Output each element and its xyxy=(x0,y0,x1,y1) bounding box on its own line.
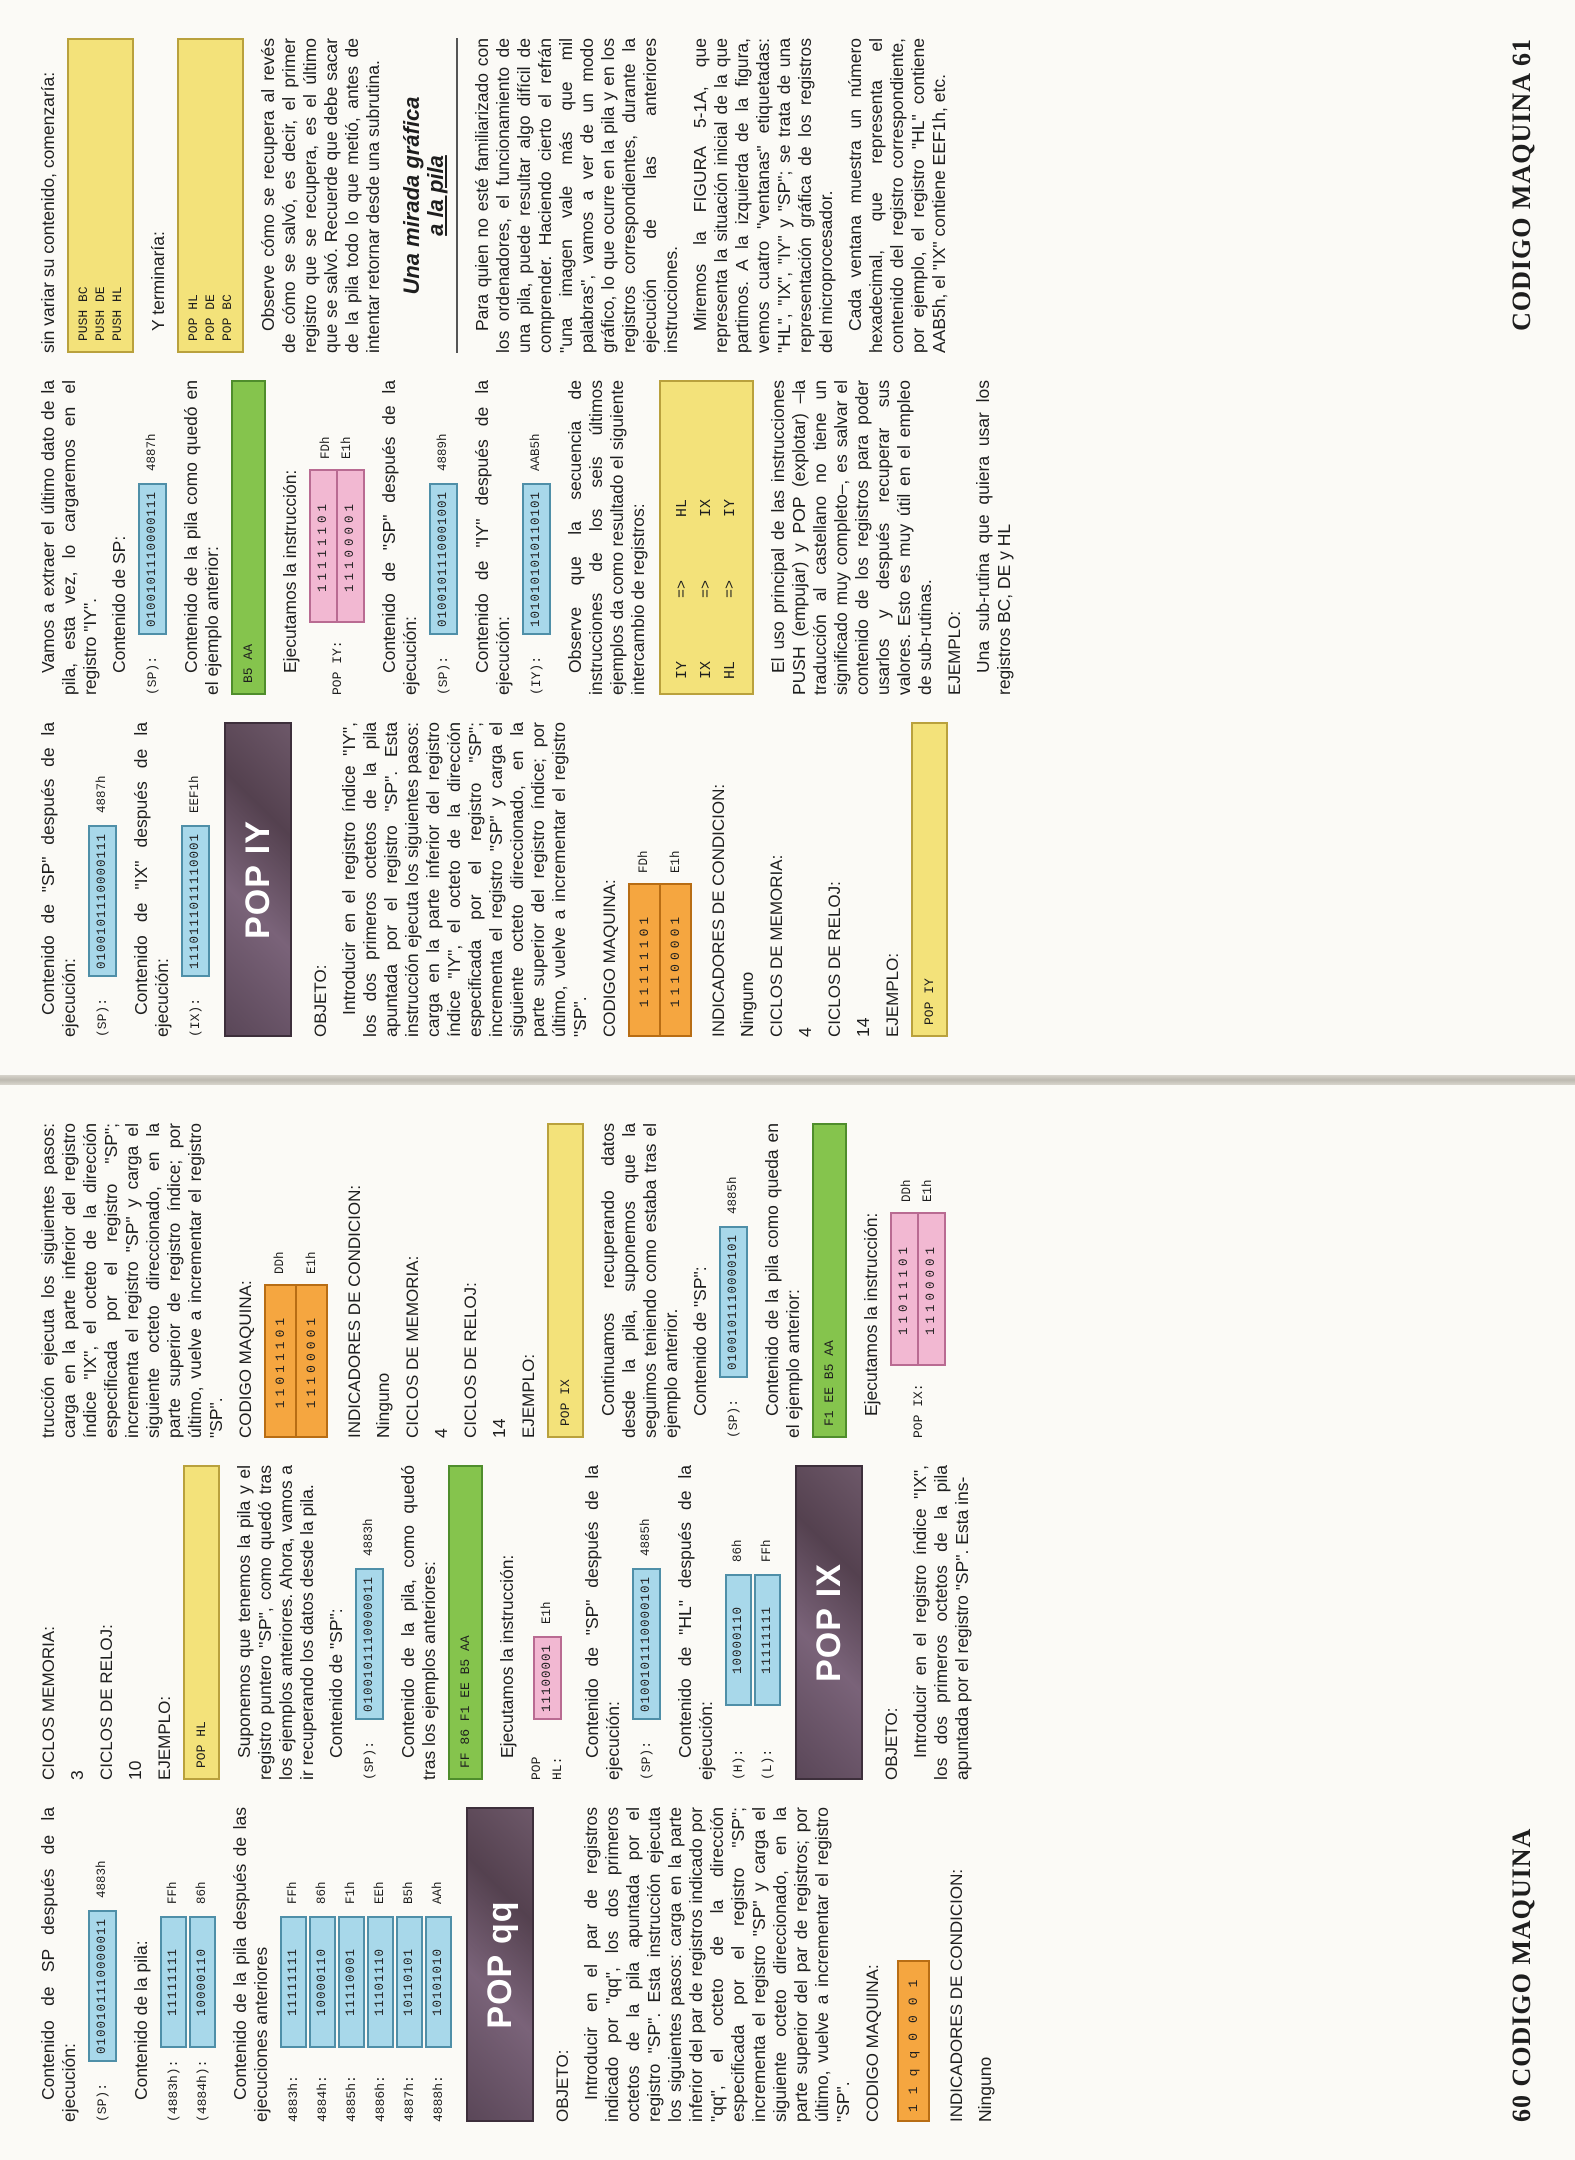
binary-box: 11100001 xyxy=(533,1636,562,1720)
binary-box: 10000110 xyxy=(189,1916,216,2048)
label: CICLOS DE RELOJ: xyxy=(97,1624,116,1780)
instruction-row xyxy=(890,1123,946,1438)
paragraph: Observe que la secuencia de instrucciones de los seis últimos ejemplos da como resultado el siguiente intercambio de registros: xyxy=(565,380,648,695)
paragraph: Vamos a extraer el último dato de la pila, esta vez, lo cargaremos en el registro "IY". xyxy=(38,380,100,695)
page-gutter xyxy=(0,1075,1575,1085)
stack-row xyxy=(367,1807,394,2122)
paragraph: Continuamos recuperando datos desde la pila, suponemos que la seguimos teniendo como estaba tras el ejemplo anterior. xyxy=(598,1123,681,1438)
binary-box: 0100101110000101 xyxy=(632,1568,661,1720)
left-column-3 xyxy=(38,1123,960,1438)
opcode-box: 11qq0001 xyxy=(897,1960,930,2122)
hex-value: E1h xyxy=(304,1251,319,1274)
label: CICLOS DE MEMORIA: xyxy=(767,854,786,1037)
arrow-icon: => xyxy=(698,580,715,599)
opcode-byte: 11111101 xyxy=(316,500,330,593)
paragraph: Introducir en el registro índice "IX", los dos primeros octetos de la pila apuntada por el registro "SP". Esta ins- xyxy=(910,1465,972,1780)
ix-register xyxy=(181,722,210,1037)
paragraph: Observe cómo se recupera al revés de cómo se salvó, es decir, el primer registro que se recupera, es el último que se salvó. Recuerde que debe sacar de la pila todo lo que metió, antes de intentar retornar desde una subrutina. xyxy=(258,38,383,353)
instruction-label: POP HL: xyxy=(529,1756,565,1780)
opcode-byte: 11011101 xyxy=(273,1313,288,1409)
hl-register xyxy=(725,1465,781,1780)
label: OBJETO: xyxy=(553,2049,572,2122)
section-title-line: Una mirada gráfica xyxy=(399,96,424,295)
paragraph: Contenido de SP: xyxy=(109,535,129,673)
stack-row xyxy=(160,1807,187,2122)
sp-register xyxy=(429,380,458,695)
paragraph: sin variar su contenido, comenzaría: xyxy=(38,71,58,353)
opcode-box xyxy=(628,883,692,1037)
binary-box: 10000110 xyxy=(309,1916,336,2048)
register-label: (SP): xyxy=(95,997,110,1037)
binary-box: 11111111 xyxy=(280,1916,307,2048)
value: 14 xyxy=(853,1017,873,1037)
label: EJEMPLO: xyxy=(155,1695,174,1780)
binary-box: 11111111 xyxy=(160,1916,187,2048)
register-label: (SP): xyxy=(362,1740,377,1780)
paragraph: trucción ejecuta los siguientes pasos: carga en la parte inferior del registro índice "IX", el octeto de la dirección especificada por el registro "SP"; incrementa el registro "SP" y carga el siguiente octeto direccionado, en la parte superior de registro índice; por último, vuelve a incrementar el registro "SP". xyxy=(38,1123,226,1438)
hex-value: 4887h xyxy=(95,775,109,813)
paragraph: Miremos la FIGURA 5-1A, que representa la situación inicial de la que partimos. A la izquierda de la figura, vemos cuatro "ventanas" etiquetadas: "HL", "IX", "IY" y "SP"; se trata de una representación gráfica de los registros del microprocesador. xyxy=(690,38,836,353)
exchange-row xyxy=(672,499,693,679)
paragraph: Introducir en el par de registros indicado por "qq", los dos primeros octetos de la pila apuntada por el registro "SP". Esta instrucción ejecuta los siguientes pasos: carga en la parte inferior del par de registros indicado por "qq", el octeto de la dirección especificada por el registro "SP"; incrementa el registro "SP" y carga el siguiente octeto direccionado, en la parte superior del par de registros; por último, vuelve a incrementar el registro "SP". xyxy=(581,1807,853,2122)
paragraph: Para quien no esté familiarizado con los ordenadores, el funcionamiento de una pila, puede resultar algo difícil de comprender. Haciendo cierto el refrán "una imagen vale más que mil palabras", vamos a ver de un modo gráfico, lo que ocurre en la pila y en los registros correspondientes, durante la ejecución de las anteriores instrucciones. xyxy=(472,38,681,353)
paragraph: El uso principal de las instrucciones PUSH (empujar) y POP (explotar) –la traducción al castellano no tiene un significado muy completo–, es salvar el contenido de los registros para poder usarlos y después recuperar sus valores. Esto es muy útil en el empleo de sub-rutinas. xyxy=(768,380,935,695)
instruction-label: POP IY: xyxy=(329,640,345,695)
hex-value: 4887h xyxy=(145,433,159,471)
stack-bar: FF 86 F1 EE B5 AA xyxy=(448,1465,483,1780)
value: 4 xyxy=(795,1027,815,1037)
hex-value: 86h xyxy=(315,1881,329,1904)
code-line: PUSH HL xyxy=(110,286,125,341)
register-row xyxy=(754,1465,781,1780)
label: INDICADORES DE CONDICION: xyxy=(947,1868,966,2122)
right-column-2 xyxy=(38,380,1023,695)
label: EJEMPLO: xyxy=(519,1353,538,1438)
hex-value: E1h xyxy=(668,850,683,873)
binary-box: 10000110 xyxy=(725,1574,752,1706)
register-label: (L): xyxy=(760,1748,775,1780)
paragraph: Una sub-rutina que quiera usar los registros BC, DE y HL xyxy=(973,380,1014,695)
instruction-label: POP IX: xyxy=(910,1383,926,1438)
hex-value: 4883h xyxy=(95,1860,109,1898)
paragraph: Contenido de la pila como queda en el ejemplo anterior: xyxy=(762,1123,803,1438)
stack-address: 4887h: xyxy=(402,2075,417,2122)
label: CICLOS MEMORIA: xyxy=(39,1626,58,1780)
binary-box: 11101110 xyxy=(367,1916,394,2048)
page-footer: 60 CODIGO MAQUINA xyxy=(1507,1827,1536,2122)
stack-row xyxy=(396,1807,423,2122)
section-banner: POP qq xyxy=(466,1807,534,2122)
opcode-byte: 11100001 xyxy=(295,1286,326,1436)
section-banner: POP IY xyxy=(224,722,292,1037)
arrow-icon: => xyxy=(722,580,739,599)
paragraph: Y terminaría: xyxy=(148,231,168,331)
hex-value: 86h xyxy=(195,1881,209,1904)
register-label: (SP): xyxy=(639,1740,654,1780)
binary-box: 1110111011110001 xyxy=(181,825,210,977)
value: 14 xyxy=(489,1418,509,1438)
paragraph: Contenido de la pila como quedó en el ejemplo anterior: xyxy=(181,380,222,695)
sp-register xyxy=(632,1465,661,1780)
paragraph: Suponemos que tenemos la pila y el registro puntero "SP", como quedó tras los ejemplos anteriores. Ahora, vamos a ir recuperando los datos desde la pila. xyxy=(234,1465,317,1780)
hex-value: 4889h xyxy=(436,433,450,471)
paragraph: Cada ventana muestra un número hexadecimal, que representa el contenido del registro correspondiente, por ejemplo, el registro "HL" contiene AAB5h, el "IX" contiene EEF1h, etc. xyxy=(845,38,949,353)
register-exchange-box xyxy=(659,380,754,695)
left-column-2 xyxy=(38,1465,981,1780)
hex-value: FFh xyxy=(760,1539,774,1562)
register-to: IX xyxy=(698,499,715,518)
hex-value: B5h xyxy=(402,1881,416,1904)
label: OBJETO: xyxy=(882,1707,901,1780)
code-line: POP DE xyxy=(203,294,218,341)
register-label: (SP): xyxy=(436,655,451,695)
paragraph: Ejecutamos la instrucción: xyxy=(497,1554,517,1758)
sp-register xyxy=(719,1123,748,1438)
label: CICLOS DE MEMORIA: xyxy=(403,1255,422,1438)
value: 3 xyxy=(67,1770,87,1780)
stack-row xyxy=(425,1807,452,2122)
instruction-row xyxy=(309,380,365,695)
label: INDICADORES DE CONDICION: xyxy=(345,1184,364,1438)
stack-address: 4885h: xyxy=(344,2075,359,2122)
hex-value: FFh xyxy=(166,1881,180,1904)
binary-box: 10101010 xyxy=(425,1916,452,2048)
hex-value: E1h xyxy=(921,1179,935,1202)
paragraph: Contenido de "SP": xyxy=(326,1608,346,1758)
stack-bar: F1 EE B5 AA xyxy=(812,1123,847,1438)
paragraph: Contenido de la pila, como quedó tras los ejemplos anteriores: xyxy=(398,1465,439,1780)
binary-box: 0100101110000111 xyxy=(138,483,167,635)
code-line: PUSH DE xyxy=(93,286,108,341)
right-page xyxy=(0,0,1575,1075)
code-example-push xyxy=(67,38,134,353)
label: CODIGO MAQUINA: xyxy=(863,1964,882,2122)
opcode-block xyxy=(628,722,692,1037)
label: CODIGO MAQUINA: xyxy=(236,1280,255,1438)
opcode-hex xyxy=(264,1251,328,1274)
register-label: (SP): xyxy=(726,1398,741,1438)
stack-table-small xyxy=(160,1807,216,2122)
register-to: IY xyxy=(722,499,739,518)
binary-box: 0100101110000111 xyxy=(88,825,117,977)
hex-value: FDh xyxy=(636,850,651,873)
paragraph: Contenido de "SP" después de la ejecución: xyxy=(38,722,79,1037)
register-label: (SP): xyxy=(145,655,160,695)
sp-register xyxy=(355,1465,384,1780)
stack-address: (4883h): xyxy=(166,2059,181,2122)
binary-box: 0100101110000101 xyxy=(719,1226,748,1378)
value: 4 xyxy=(431,1428,451,1438)
exchange-row xyxy=(720,499,741,679)
paragraph: Contenido de "SP": xyxy=(690,1266,710,1416)
hex-value: EEh xyxy=(373,1881,387,1904)
section-title xyxy=(400,38,448,353)
stack-address: 4883h: xyxy=(286,2075,301,2122)
exchange-row xyxy=(696,499,717,679)
paragraph: Contenido de "SP" después de la ejecución: xyxy=(582,1465,623,1780)
opcode-box xyxy=(264,1284,328,1438)
left-column-1 xyxy=(38,1807,1004,2122)
hex-value: EEF1h xyxy=(188,775,202,813)
paragraph: Contenido de la pila después de las ejecuciones anteriores xyxy=(230,1807,271,2122)
label: CICLOS DE RELOJ: xyxy=(825,881,844,1037)
binary-box: 1010101010110101 xyxy=(522,483,551,635)
label: EJEMPLO: xyxy=(945,610,964,695)
opcode-hex xyxy=(897,1179,939,1202)
value: Ninguno xyxy=(373,1372,393,1438)
label: CICLOS DE RELOJ: xyxy=(461,1282,480,1438)
register-to: HL xyxy=(674,499,691,518)
right-column-3 xyxy=(38,38,958,353)
code-example: POP HL xyxy=(183,1465,220,1780)
section-title-line: a la pila xyxy=(423,155,448,236)
value: Ninguno xyxy=(737,971,757,1037)
hex-value: AAh xyxy=(431,1881,445,1904)
hex-value: 4885h xyxy=(639,1518,653,1556)
binary-box xyxy=(890,1212,946,1366)
register-from: IX xyxy=(698,660,715,679)
register-row xyxy=(725,1465,752,1780)
arrow-icon: => xyxy=(674,580,691,599)
stack-address: 4884h: xyxy=(315,2075,330,2122)
sp-register xyxy=(88,1807,117,2122)
hex-value: 4883h xyxy=(362,1518,376,1556)
hex-value: DDh xyxy=(900,1179,914,1202)
paragraph: Contenido de "IX" después de la ejecución: xyxy=(131,722,172,1037)
hex-value: DDh xyxy=(272,1251,287,1274)
label: CODIGO MAQUINA: xyxy=(600,879,619,1037)
paragraph: Contenido de "HL" después de la ejecución: xyxy=(675,1465,716,1780)
hex-value: AAB5h xyxy=(529,433,543,471)
sp-register xyxy=(138,380,167,695)
stack-row xyxy=(309,1807,336,2122)
code-line: PUSH BC xyxy=(76,286,91,341)
instruction-row xyxy=(526,1465,568,1780)
binary-box: 0100101110000011 xyxy=(355,1568,384,1720)
opcode-byte: 11100001 xyxy=(917,1214,944,1364)
paragraph: Contenido de SP después de la ejecución: xyxy=(38,1807,79,2122)
code-example: POP IX xyxy=(547,1123,584,1438)
hex-value: F1h xyxy=(344,1881,358,1904)
register-label: (IX): xyxy=(188,997,203,1037)
opcode-byte: 11011101 xyxy=(897,1243,911,1336)
stack-table-full xyxy=(280,1807,452,2122)
binary-box: 11111111 xyxy=(754,1574,781,1706)
stack-address: (4884h): xyxy=(195,2059,210,2122)
opcode-hex xyxy=(316,436,358,459)
hex-value: E1h xyxy=(539,1601,554,1624)
binary-box xyxy=(309,469,365,623)
code-line: POP BC xyxy=(220,294,235,341)
stack-row xyxy=(338,1807,365,2122)
opcode-block xyxy=(264,1123,328,1438)
right-column-1 xyxy=(38,722,962,1037)
hex-value: FFh xyxy=(286,1881,300,1904)
hex-value: FDh xyxy=(319,436,333,459)
register-label: (IY): xyxy=(529,655,544,695)
register-from: HL xyxy=(722,660,739,679)
hex-value: 4885h xyxy=(726,1176,740,1214)
paragraph: Ejecutamos la instrucción: xyxy=(280,469,300,673)
code-example-pop xyxy=(177,38,244,353)
binary-box: 0100101110000011 xyxy=(88,1910,117,2062)
sp-register xyxy=(88,722,117,1037)
opcode-byte: 11111101 xyxy=(637,912,652,1008)
paragraph: Contenido de la pila: xyxy=(131,1940,151,2100)
register-label: (H): xyxy=(731,1748,746,1780)
iy-register xyxy=(522,380,551,695)
divider xyxy=(456,38,458,353)
stack-bar: B5 AA xyxy=(231,380,266,695)
left-page xyxy=(0,1085,1575,2160)
code-example: POP IY xyxy=(911,722,948,1037)
paragraph: Ejecutamos la instrucción: xyxy=(861,1212,881,1416)
register-from: IY xyxy=(674,660,691,679)
stack-row xyxy=(280,1807,307,2122)
page-footer: CODIGO MAQUINA 61 xyxy=(1507,38,1536,331)
opcode-hex xyxy=(628,850,692,873)
hex-value: E1h xyxy=(340,436,354,459)
stack-row xyxy=(189,1807,216,2122)
stack-address: 4888h: xyxy=(431,2075,446,2122)
binary-box: 0100101110001001 xyxy=(429,483,458,635)
paragraph: Introducir en el registro índice "IY", los dos primeros octetos de la pila apuntada por el registro "SP". Esta instrucción ejecuta los siguientes pasos: carga en la parte inferior del registro índice "IY", el octeto de la dirección especificada por el registro "SP"; incrementa el registro "SP" y carga el siguiente octeto direccionado, en la parte superior del registro índice; por último, vuelve a incrementar el registro "SP". xyxy=(339,722,590,1037)
label: OBJETO: xyxy=(311,964,330,1037)
code-line: POP HL xyxy=(186,294,201,341)
binary-box: 11110001 xyxy=(338,1916,365,2048)
register-label: (SP): xyxy=(95,2082,110,2122)
paragraph: Contenido de "IY" después de la ejecución: xyxy=(472,380,513,695)
paragraph: Contenido de "SP" después de la ejecución: xyxy=(379,380,420,695)
stack-address: 4886h: xyxy=(373,2075,388,2122)
value: Ninguno xyxy=(975,2056,995,2122)
label: INDICADORES DE CONDICION: xyxy=(709,783,728,1037)
hex-value: 86h xyxy=(731,1539,745,1562)
opcode-byte: 11100001 xyxy=(336,471,363,621)
value: 10 xyxy=(125,1760,145,1780)
section-banner: POP IX xyxy=(795,1465,863,1780)
label: EJEMPLO: xyxy=(883,952,902,1037)
binary-box: 10110101 xyxy=(396,1916,423,2048)
opcode-byte: 11100001 xyxy=(659,885,690,1035)
